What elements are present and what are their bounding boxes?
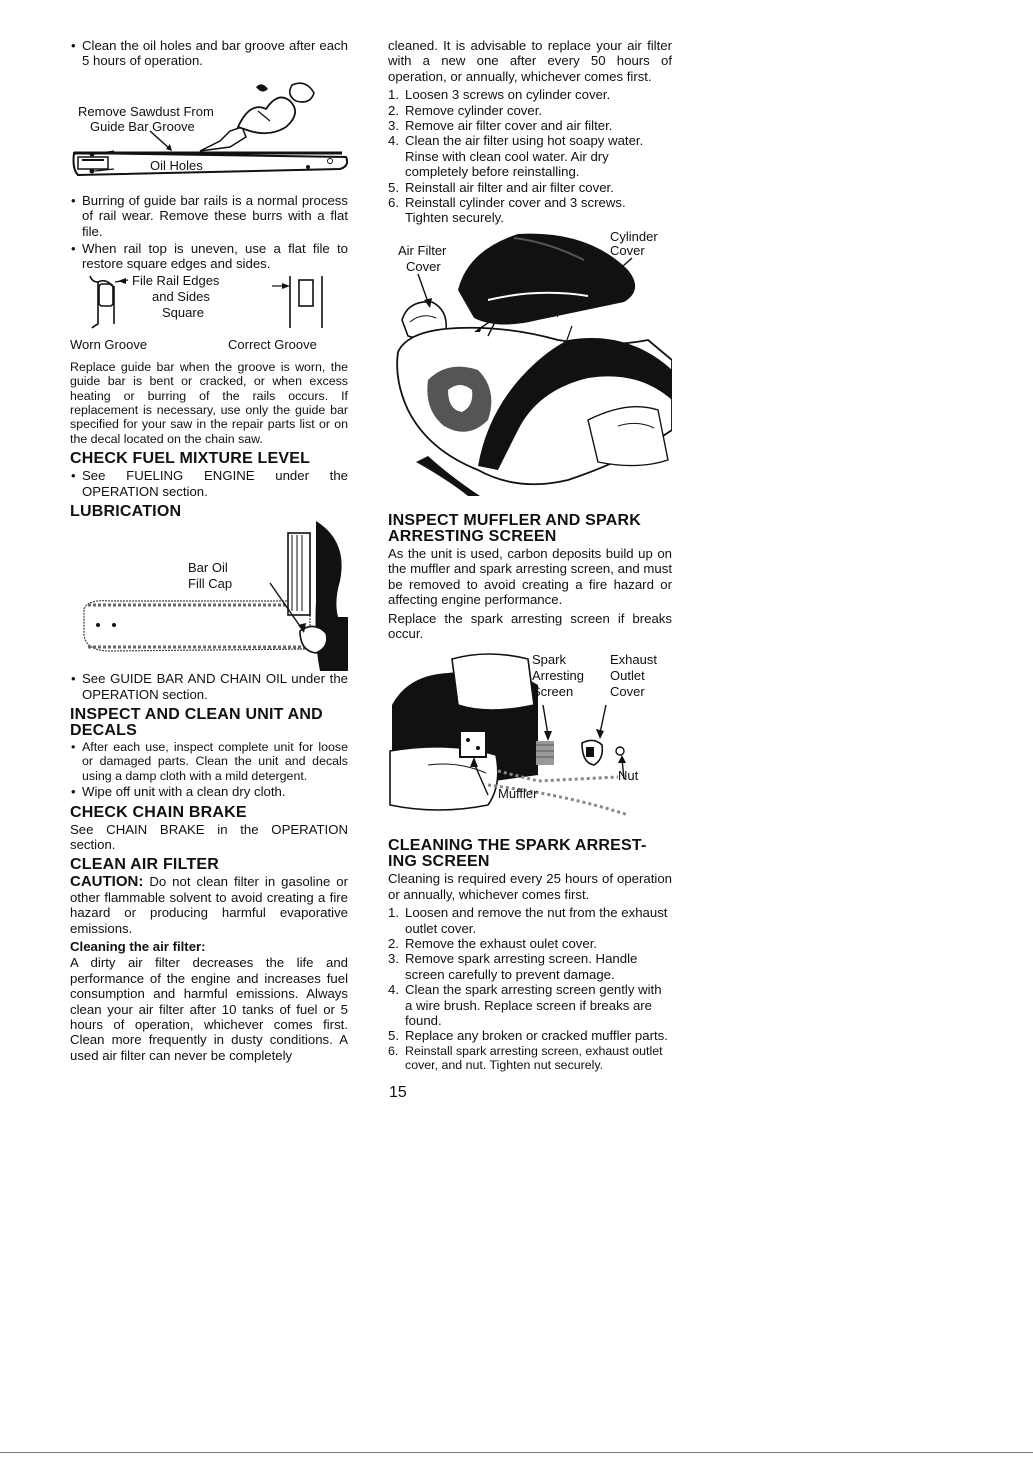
step-number: 5. (388, 1028, 399, 1044)
para-air-filter: A dirty air filter decreases the life and performance of the engine and increases fuel consumption and harmful emissions. Always clean your air filter after 10 tanks of fuel or 5 hours of operation, whichever comes first. Clean more frequently in dusty conditions. A used air filter can never be completely (70, 955, 348, 1063)
step-text: Reinstall cylinder cover and 3 screws. Tighten securely. (405, 195, 626, 226)
figure-groove (70, 274, 348, 360)
caution-word: CAUTION: (70, 873, 144, 891)
step-number: 1. (388, 87, 399, 103)
label-exhaust-1: Exhaust (610, 652, 657, 668)
step-text: Loosen 3 screws on cylinder cover. (405, 87, 611, 103)
label-nut: Nut (618, 768, 639, 784)
steps-air-filter (388, 87, 672, 226)
step-number: 3. (388, 118, 399, 134)
label-air-filter: Air Filter (512, 304, 561, 320)
heading-check-fuel: CHECK FUEL MIXTURE LEVEL (70, 450, 311, 468)
step-text: Reinstall spark arresting screen, exhaust outlet cover, and nut. Tighten nut securely. (405, 1043, 663, 1073)
bullet-clean-oil-holes: • Clean the oil holes and bar groove after each 5 hours of operation. (70, 38, 348, 69)
para-muffler: As the unit is used, carbon deposits build up on the muffler and spark arresting screen, and must be removed to avoid creating a fire hazard or affecting engine performance. (388, 545, 672, 608)
bullet-list-lube (70, 671, 348, 702)
para-replace-bar: Replace guide bar when the groove is worn, the guide bar is bent or cracked, or when excess heating or burring of the rails occurs. If replacement is necessary, use only the guide bar specified for your saw in the repair parts list or on the decal located on the chain saw. (70, 359, 348, 446)
step-item (388, 180, 672, 195)
step-item (388, 1028, 672, 1043)
label-file-rail-2: and Sides (152, 288, 210, 304)
para-replace-screen: Replace the spark arresting screen if breaks occur. (388, 610, 672, 641)
bullet-list-inspect (70, 740, 348, 800)
para-chain-brake: See CHAIN BRAKE in the OPERATION section. (70, 821, 348, 852)
label-remove-sawdust-1: Remove Sawdust From (78, 103, 214, 119)
right-column (388, 38, 672, 1073)
label-oil-holes: Oil Holes (150, 157, 203, 173)
bullet-wipe: • Wipe off unit with a clean dry cloth. (70, 785, 348, 799)
step-text: Remove the exhaust oulet cover. (405, 935, 598, 951)
label-correct-groove: Correct Groove (228, 336, 317, 352)
para-cleaning: Cleaning is required every 25 hours of operation or annually, whichever comes first. (388, 871, 672, 902)
label-file-rail-3: Square (162, 304, 204, 320)
step-item (388, 87, 672, 102)
step-number: 4. (388, 982, 399, 998)
bullet-rail-top: • When rail top is uneven, use a flat file to restore square edges and sides. (70, 241, 348, 272)
heading-chain-brake: CHECK CHAIN BRAKE (70, 803, 247, 821)
bullet-lube: • See GUIDE BAR AND CHAIN OIL under the OPERATION section. (70, 671, 348, 702)
heading-muffler-1: INSPECT MUFFLER AND SPARK (388, 511, 641, 529)
bullet-fuel: • See FUELING ENGINE under the OPERATION section. (70, 468, 348, 499)
step-number: 5. (388, 179, 399, 195)
step-text: Remove air filter cover and air filter. (405, 118, 613, 134)
step-item (388, 133, 672, 179)
steps-screen (388, 905, 672, 1072)
step-item (388, 1044, 672, 1073)
bottom-rule (0, 1452, 1033, 1453)
step-text: Clean the spark arresting screen gently with a wire brush. Replace screen if breaks are found. (405, 982, 662, 1028)
figure-air-filter (388, 230, 672, 508)
step-item (388, 951, 672, 982)
left-column (70, 38, 348, 1066)
step-number: 4. (388, 133, 399, 149)
label-spark-3: Screen (532, 684, 574, 700)
page-number: 15 (389, 1084, 407, 1101)
bullet-list-burring (70, 193, 348, 272)
label-file-rail-1: File Rail Edges (132, 272, 220, 288)
heading-air-filter: CLEAN AIR FILTER (70, 856, 219, 874)
label-bar-oil: Bar Oil (188, 560, 228, 576)
step-item (388, 195, 672, 226)
figure-guide-bar-groove (70, 71, 348, 193)
step-text: Replace any broken or cracked muffler parts. (405, 1028, 668, 1044)
label-cylinder-cover-1: Cylinder (610, 228, 658, 244)
step-text: Reinstall air filter and air filter cover. (405, 179, 614, 195)
step-item (388, 103, 672, 118)
step-item (388, 936, 672, 951)
label-exhaust-2: Outlet (610, 668, 645, 684)
label-spark-1: Spark (532, 652, 566, 668)
bullet-list-clean (70, 38, 348, 69)
label-spark-2: Arresting (532, 668, 585, 684)
heading-lubrication: LUBRICATION (70, 503, 182, 521)
heading-cleaning-2: ING SCREEN (388, 853, 490, 871)
step-text: Remove spark arresting screen. Handle screen carefully to prevent damage. (405, 951, 638, 982)
label-air-filter-cover-1: Air Filter (398, 242, 447, 258)
figure-muffler (388, 645, 672, 833)
label-exhaust-3: Cover (610, 684, 645, 700)
lubrication-illustration (70, 521, 348, 671)
caution-text: Do not clean filter in gasoline or other flammable solvent to avoid creating a fire hazard or producing harmful evaporative emissions. (70, 874, 348, 936)
step-number: 1. (388, 905, 399, 921)
para-continued: cleaned. It is advisable to replace your air filter with a new one after every 50 hours of operation, or annually, whichever comes first. (388, 38, 672, 84)
figure-lubrication (70, 521, 348, 671)
bullet-inspect: • After each use, inspect complete unit for loose or damaged parts. Clean the unit and decals using a damp cloth with a mild detergent. (70, 740, 348, 783)
heading-muffler-2: ARRESTING SCREEN (388, 527, 557, 545)
label-muffler: Muffler (498, 786, 538, 802)
label-remove-sawdust-2: Guide Bar Groove (90, 118, 195, 134)
step-number: 2. (388, 935, 399, 951)
step-number: 2. (388, 102, 399, 118)
label-worn-groove: Worn Groove (70, 336, 148, 352)
label-air-filter-cover-2: Cover (406, 258, 441, 274)
bullet-list-fuel (70, 468, 348, 499)
step-number: 6. (388, 1043, 399, 1058)
step-item (388, 118, 672, 133)
step-number: 6. (388, 195, 399, 211)
heading-inspect-2: DECALS (70, 721, 137, 739)
step-number: 3. (388, 951, 399, 967)
subheading-cleaning-air-filter: Cleaning the air filter: (70, 938, 206, 954)
step-item (388, 982, 672, 1028)
label-cylinder-cover-2: Cover (610, 242, 645, 258)
step-text: Clean the air filter using hot soapy water. Rinse with clean cool water. Air dry completely before reinstalling. (405, 133, 644, 180)
step-item (388, 905, 672, 936)
bullet-burring: • Burring of guide bar rails is a normal process of rail wear. Remove these burrs with a flat file. (70, 193, 348, 239)
heading-cleaning-1: CLEANING THE SPARK ARREST- (388, 837, 647, 855)
heading-inspect-1: INSPECT AND CLEAN UNIT AND (70, 705, 323, 723)
step-text: Loosen and remove the nut from the exhaust outlet cover. (405, 905, 668, 936)
step-text: Remove cylinder cover. (405, 102, 543, 118)
label-fill-cap: Fill Cap (188, 576, 233, 592)
caution-paragraph (70, 874, 348, 936)
